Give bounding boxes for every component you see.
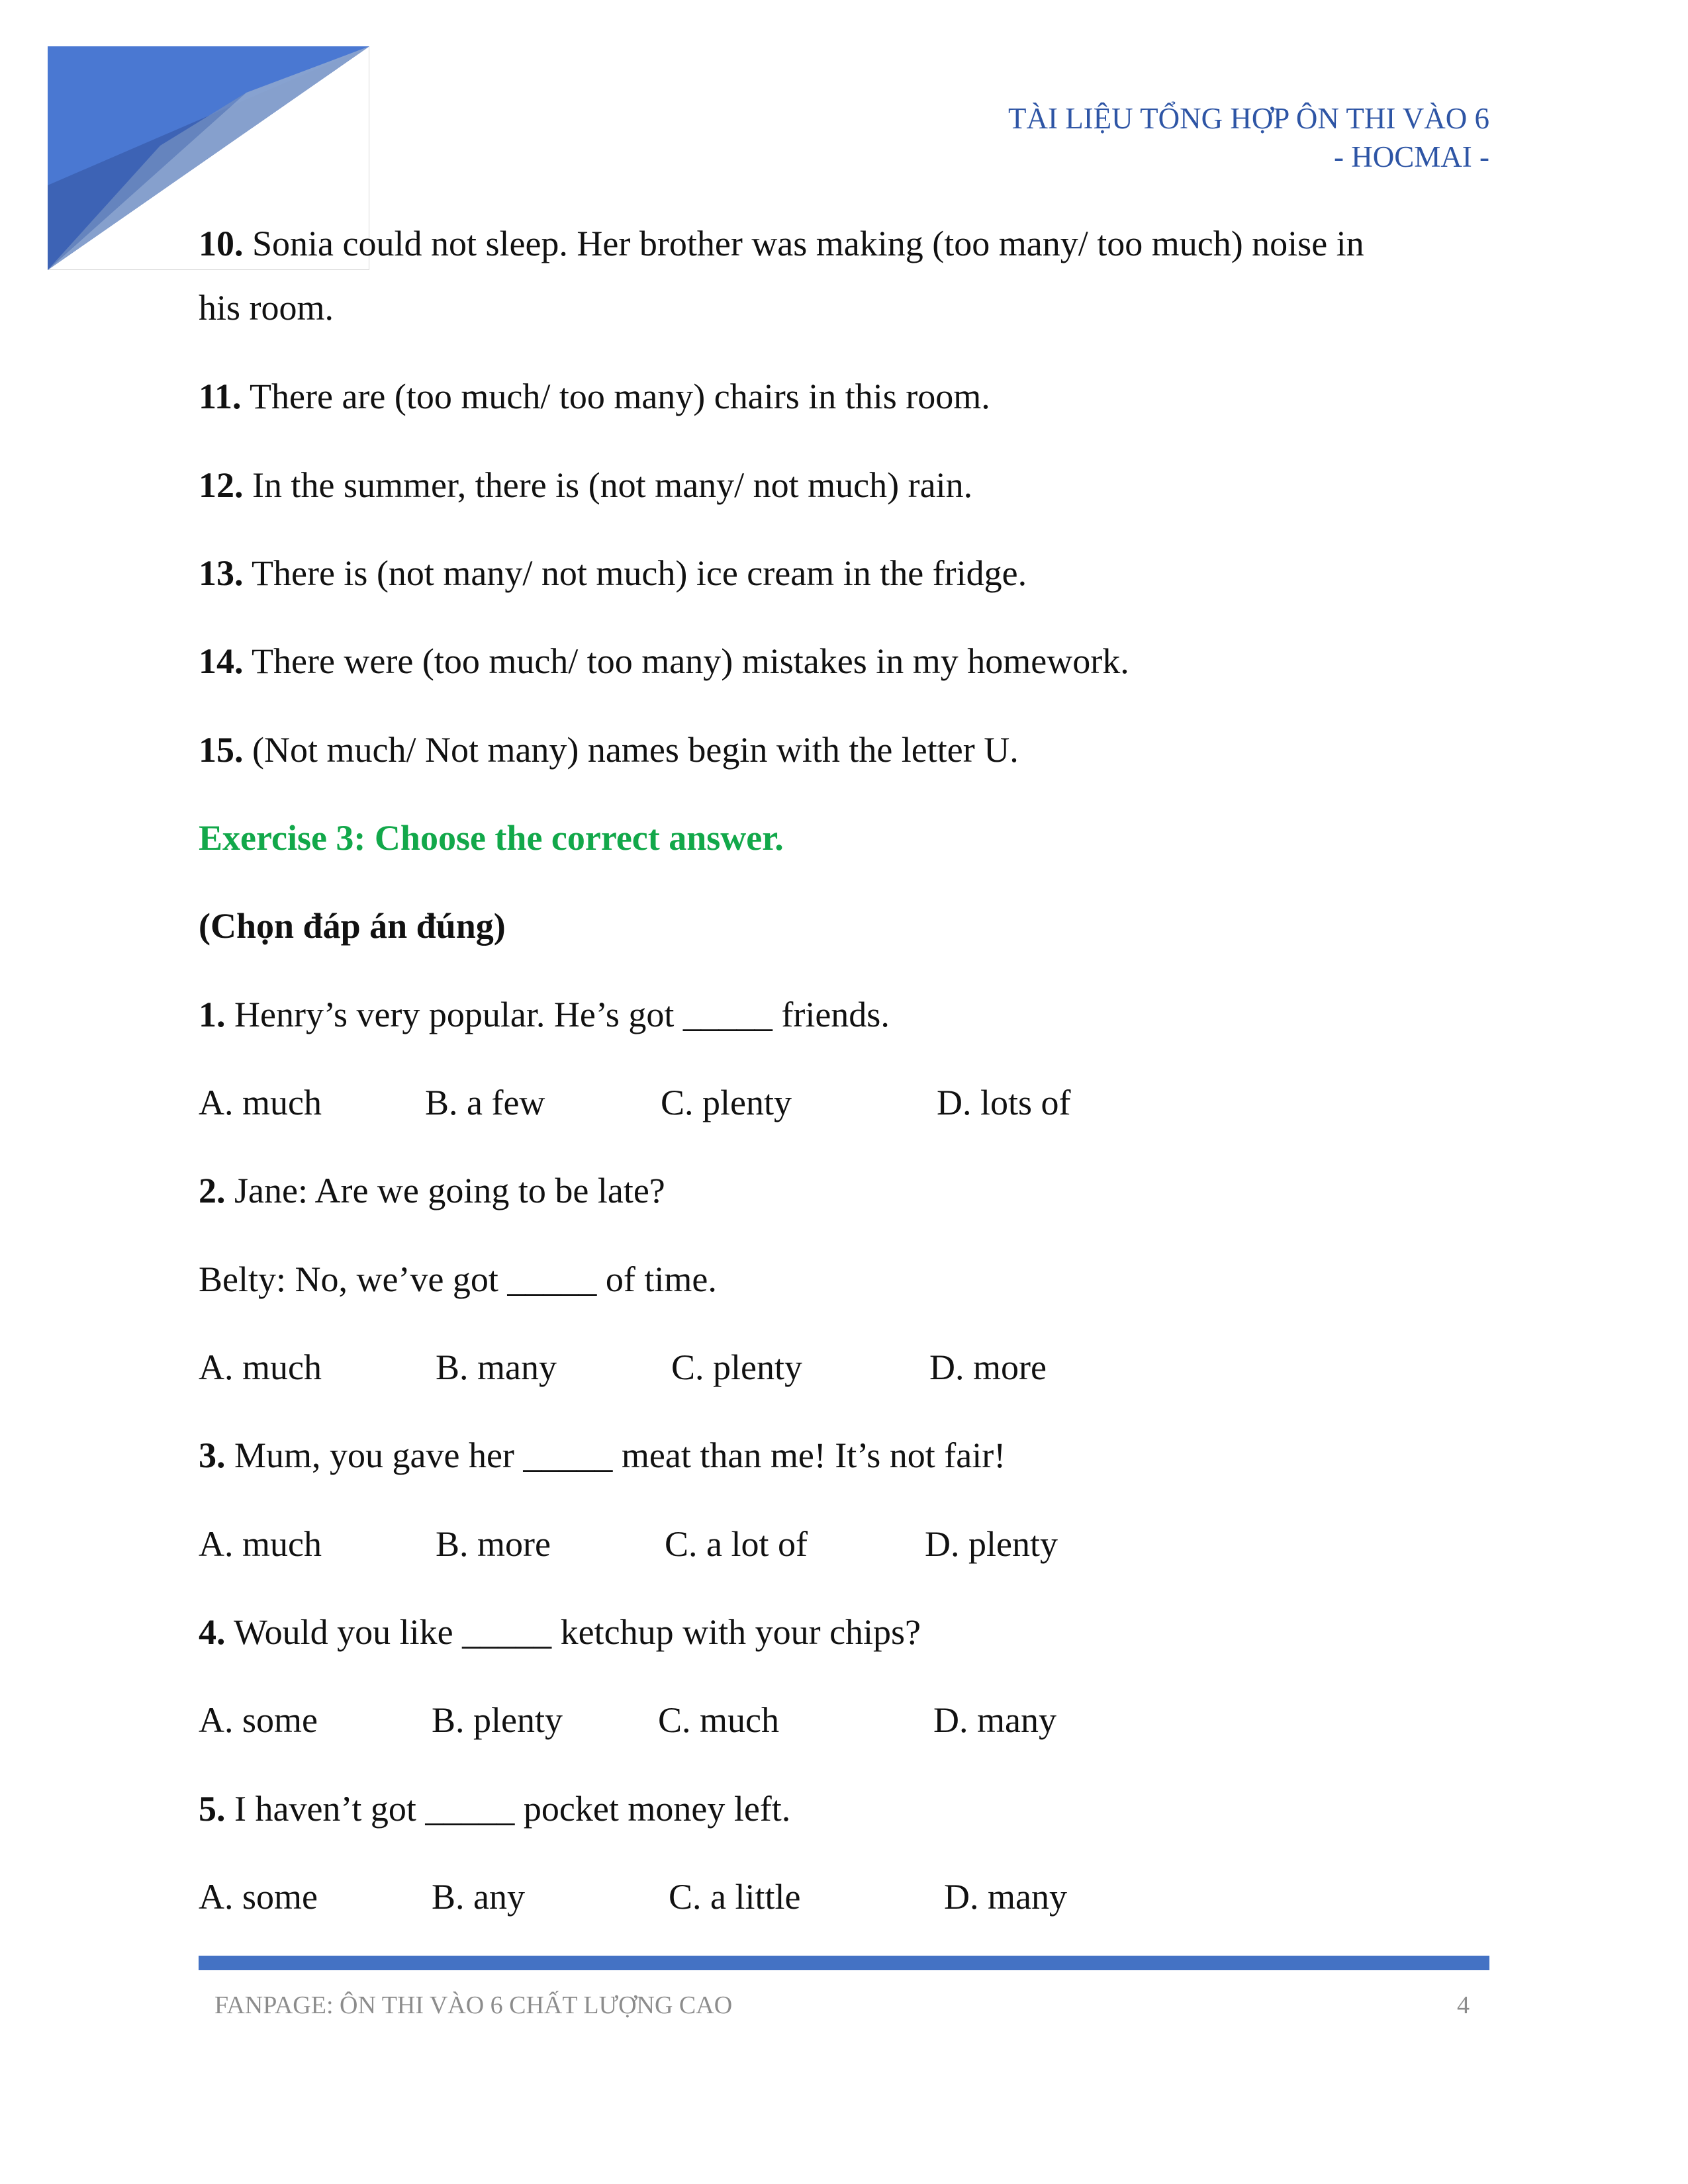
option-c: C. a little xyxy=(669,1877,801,1917)
document-header xyxy=(1008,99,1489,176)
question: 4. Would you like _____ ketchup with your chips? xyxy=(199,1612,921,1652)
list-item-continuation: his room. xyxy=(199,288,334,328)
question-line: Belty: No, we’ve got _____ of time. xyxy=(199,1259,717,1299)
option-b: B. any xyxy=(432,1877,525,1917)
option-d: D. plenty xyxy=(925,1524,1058,1564)
list-item: 14. There were (too much/ too many) mistakes in my homework. xyxy=(199,641,1129,681)
question: 1. Henry’s very popular. He’s got _____ friends. xyxy=(199,995,890,1034)
option-a: A. much xyxy=(199,1524,322,1564)
question: 5. I haven’t got _____ pocket money left. xyxy=(199,1789,791,1829)
list-item: 13. There is (not many/ not much) ice cream in the fridge. xyxy=(199,553,1027,593)
option-c: C. much xyxy=(658,1700,779,1740)
footer-divider xyxy=(199,1956,1489,1970)
footer-fanpage-text: FANPAGE: ÔN THI VÀO 6 CHẤT LƯỢNG CAO xyxy=(214,1991,733,2019)
list-item: 11. There are (too much/ too many) chairs in this room. xyxy=(199,377,990,416)
question: 3. Mum, you gave her _____ meat than me! It’s not fair! xyxy=(199,1435,1006,1475)
option-b: B. many xyxy=(436,1347,557,1387)
option-a: A. much xyxy=(199,1083,322,1122)
list-item: 12. In the summer, there is (not many/ not much) rain. xyxy=(199,465,973,505)
list-item: 15. (Not much/ Not many) names begin with the letter U. xyxy=(199,730,1019,770)
header-title: TÀI LIỆU TỔNG HỢP ÔN THI VÀO 6 xyxy=(1008,102,1489,135)
exercise-title: Exercise 3: Choose the correct answer. xyxy=(199,818,784,858)
option-a: A. some xyxy=(199,1877,318,1917)
option-c: C. plenty xyxy=(661,1083,792,1122)
option-c: C. a lot of xyxy=(665,1524,808,1564)
list-item: 10. Sonia could not sleep. Her brother was making (too many/ too much) noise in xyxy=(199,224,1364,263)
exercise-subtitle: (Chọn đáp án đúng) xyxy=(199,906,506,946)
option-b: B. plenty xyxy=(432,1700,563,1740)
option-a: A. some xyxy=(199,1700,318,1740)
option-d: D. many xyxy=(933,1700,1056,1740)
option-a: A. much xyxy=(199,1347,322,1387)
option-d: D. lots of xyxy=(937,1083,1071,1122)
option-d: D. many xyxy=(944,1877,1067,1917)
option-d: D. more xyxy=(929,1347,1047,1387)
header-subtitle: - HOCMAI - xyxy=(1334,140,1489,173)
option-b: B. more xyxy=(436,1524,551,1564)
option-b: B. a few xyxy=(425,1083,545,1122)
page-number: 4 xyxy=(1457,1991,1470,2019)
option-c: C. plenty xyxy=(671,1347,802,1387)
question: 2. Jane: Are we going to be late? xyxy=(199,1171,665,1210)
